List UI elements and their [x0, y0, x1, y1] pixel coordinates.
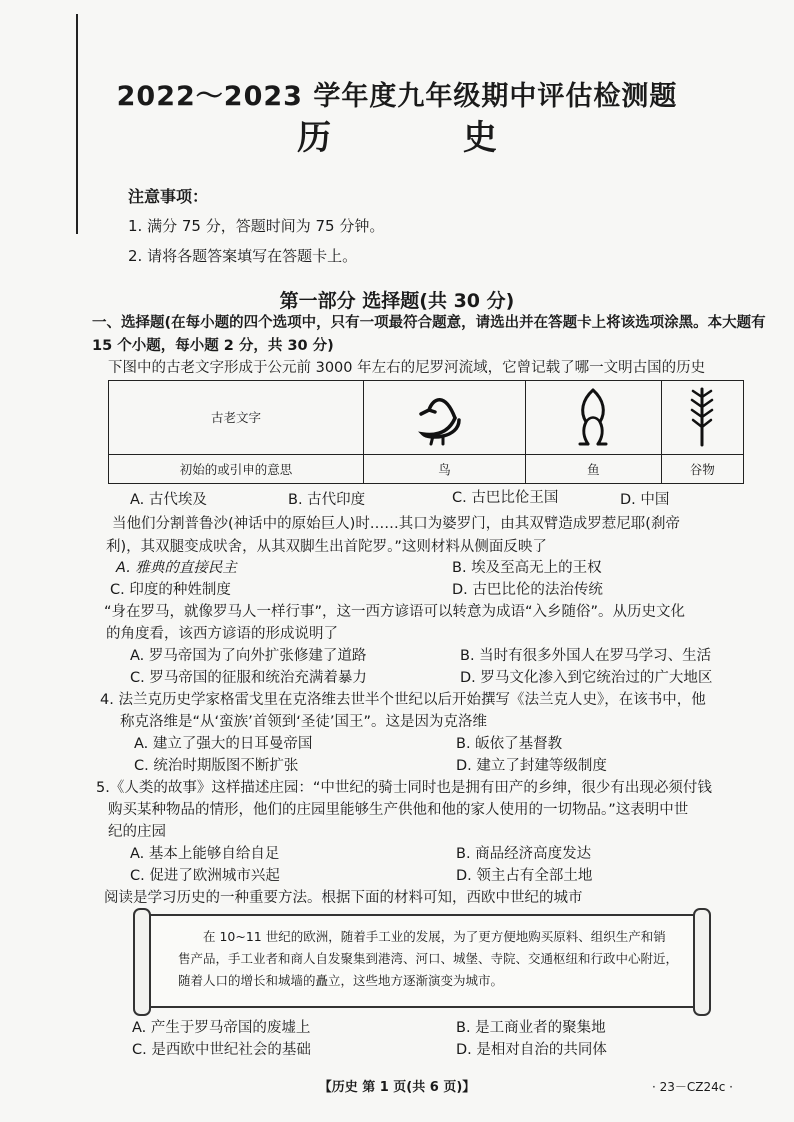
- scroll-left-roll: [133, 908, 151, 1016]
- q3-stem-line: “身在罗马，就像罗马人一样行事”，这一西方谚语可以转意为成语“入乡随俗”。从历史文化: [104, 604, 686, 620]
- q1-option-b[interactable]: B. 古代印度: [288, 492, 366, 508]
- meaning-row-label: 初始的或引申的意思: [109, 454, 364, 483]
- notes-heading: 注意事项：: [128, 187, 209, 206]
- q3-option-c[interactable]: C. 罗马帝国的征服和统治充满着暴力: [130, 670, 367, 686]
- scroll-right-roll: [693, 908, 711, 1016]
- q5-option-a[interactable]: A. 基本上能够自给自足: [130, 846, 280, 862]
- q5-stem-line: 5.《人类的故事》这样描述庄园：“中世纪的骑士同时也是拥有田产的乡绅，很少有出现必须付钱: [96, 780, 712, 796]
- q2-option-a[interactable]: A. 雅典的直接民主: [116, 560, 237, 576]
- q6-option-b[interactable]: B. 是工商业者的聚集地: [456, 1020, 606, 1036]
- note-item: 1. 满分 75 分，答题时间为 75 分钟。: [128, 217, 385, 235]
- note-item: 2. 请将各题答案填写在答题卡上。: [128, 247, 358, 265]
- subject-title: 历 史: [297, 118, 557, 158]
- bird-glyph-icon: [364, 381, 526, 455]
- q1-option-c[interactable]: C. 古巴比伦王国: [452, 490, 559, 506]
- page-title: 2022～2023 学年度九年级期中评估检测题: [116, 81, 678, 112]
- q5-stem-line: 纪的庄园: [108, 824, 166, 840]
- notes-section: [128, 184, 384, 275]
- meaning-cell: 谷物: [661, 454, 743, 483]
- q5-option-b[interactable]: B. 商品经济高度发达: [456, 846, 592, 862]
- q4-stem-line: 称克洛维是“从‘蛮族’首领到‘圣徒’国王”。这是因为克洛维: [120, 714, 487, 730]
- q3-option-a[interactable]: A. 罗马帝国为了向外扩张修建了道路: [130, 648, 367, 664]
- q2-option-c[interactable]: C. 印度的种姓制度: [110, 582, 231, 598]
- q4-option-a[interactable]: A. 建立了强大的日耳曼帝国: [134, 736, 313, 752]
- q1-option-d[interactable]: D. 中国: [620, 492, 670, 508]
- q3-stem-line: 的角度看，该西方谚语的形成说明了: [106, 626, 338, 642]
- q1-stem: 下图中的古老文字形成于公元前 3000 年左右的尼罗河流域，它曾记载了哪一文明古国的历史: [108, 360, 706, 376]
- q2-stem-line: 当他们分割普鲁沙(神话中的原始巨人)时……其口为婆罗门，由其双臂造成罗惹尼耶(刹帝: [112, 516, 680, 532]
- q2-stem-line: 利)，其双腿变成吠舍，从其双脚生出首陀罗。”这则材料从侧面反映了: [106, 539, 547, 555]
- q4-stem-line: 4. 法兰克历史学家格雷戈里在克洛维去世半个世纪以后开始撰写《法兰克人史》，在该书中，他: [100, 692, 706, 708]
- q4-option-c[interactable]: C. 统治时期版图不断扩张: [134, 758, 299, 774]
- material-scroll-box: [140, 914, 704, 1008]
- fish-glyph-icon: [526, 381, 662, 455]
- q3-option-d[interactable]: D. 罗马文化渗入到它统治过的广大地区: [460, 670, 713, 686]
- paper-code: · 23－CZ24c ·: [652, 1080, 733, 1094]
- glyph-row-label: 古老文字: [109, 381, 364, 455]
- meaning-cell: 鱼: [526, 454, 662, 483]
- q4-option-d[interactable]: D. 建立了封建等级制度: [456, 758, 607, 774]
- q6-option-c[interactable]: C. 是西欧中世纪社会的基础: [132, 1042, 311, 1058]
- glyph-table: [108, 380, 744, 484]
- q6-option-a[interactable]: A. 产生于罗马帝国的废墟上: [132, 1020, 311, 1036]
- material-text: 在 10~11 世纪的欧洲，随着手工业的发展，为了更方便地购买原料、组织生产和销售产品，手工业者和商人自发聚集到港湾、河口、城堡、寺院、交通枢纽和行政中心附近，随着人口的增长和城墙的矗立，这些地方逐渐演变为城市。: [178, 929, 679, 988]
- page-footer: 【历史 第 1 页(共 6 页)】: [318, 1080, 476, 1095]
- q6-option-d[interactable]: D. 是相对自治的共同体: [456, 1042, 607, 1058]
- part-title: 第一部分 选择题(共 30 分): [279, 290, 515, 312]
- q2-option-b[interactable]: B. 埃及至高无上的王权: [452, 560, 602, 576]
- section-instructions: 一、选择题(在每小题的四个选项中，只有一项最符合题意，请选出并在答题卡上将该选项涂黑。本大题有 15 个小题，每小题 2 分，共 30 分): [92, 315, 766, 354]
- q3-option-b[interactable]: B. 当时有很多外国人在罗马学习、生活: [460, 648, 712, 664]
- q6-stem: 阅读是学习历史的一种重要方法。根据下面的材料可知，西欧中世纪的城市: [104, 890, 583, 906]
- q5-option-d[interactable]: D. 领主占有全部土地: [456, 868, 593, 884]
- meaning-cell: 鸟: [364, 454, 526, 483]
- q2-option-d[interactable]: D. 古巴比伦的法治传统: [452, 582, 603, 598]
- q1-option-a[interactable]: A. 古代埃及: [130, 492, 207, 508]
- q5-option-c[interactable]: C. 促进了欧洲城市兴起: [130, 868, 280, 884]
- grain-glyph-icon: [661, 381, 743, 455]
- q5-stem-line: 购买某种物品的情形，他们的庄园里能够生产供他和他的家人使用的一切物品。”这表明中世: [108, 802, 689, 818]
- q4-option-b[interactable]: B. 皈依了基督教: [456, 736, 563, 752]
